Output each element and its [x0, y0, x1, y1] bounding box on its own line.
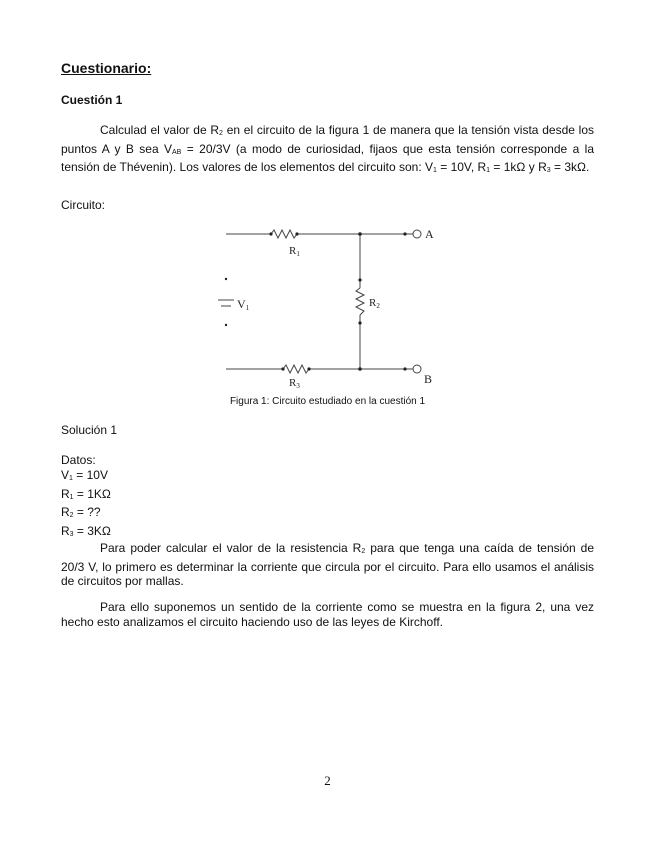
solution-paragraph-1: Para poder calcular el valor de la resistencia R2 para que tenga una caída de tensión de 20/3 V, lo primero es determinar la corriente que circula por el circuito. Para ello usamos el análisis de circuitos por mallas.	[61, 541, 594, 589]
node-a-label: A	[425, 227, 434, 241]
datos-item: V1 = 10V	[61, 468, 108, 482]
datos-list	[61, 468, 111, 542]
datos-item: R3 = 3KΩ	[61, 523, 111, 538]
question-heading: Cuestión 1	[61, 93, 123, 107]
question-paragraph	[61, 123, 594, 179]
solution-heading: Solución 1	[61, 423, 118, 437]
node-b-label: B	[424, 372, 433, 386]
q1-text-1: Calculad el valor de R	[100, 123, 220, 137]
solution-paragraph-2: Para ello suponemos un sentido de la corriente como se muestra en la figura 2, una vez hecho esto analizamos el circuito haciendo uso de las leyes de Kirchoff.	[61, 600, 594, 629]
circuit-label: Circuito:	[61, 198, 106, 212]
figure-caption: Figura 1: Circuito estudiado en la cuestión 1	[229, 396, 426, 407]
datos-heading: Datos:	[61, 453, 96, 467]
q1-text-5: = 1kΩ y R	[490, 160, 547, 175]
q1-text-4: = 10V, R	[436, 160, 487, 175]
q1-text-3: = 20/3V (a modo de curiosidad, fijaos que esta tensión corresponde a la tensión de Thévenin). Los valores de los elementos del circuito son: V	[61, 141, 594, 175]
datos-item: R2 = ??	[61, 505, 101, 520]
r1-label: R1	[289, 245, 300, 258]
terminal-b	[413, 365, 421, 373]
v1-label: V1	[237, 297, 250, 312]
terminal-a	[413, 230, 421, 238]
r2-label: R2	[369, 297, 380, 310]
q1-text-6: = 3kΩ.	[550, 160, 590, 175]
q1-sub-5: 3	[546, 167, 551, 175]
datos-item: R1 = 1KΩ	[61, 486, 111, 501]
page-number: 2	[324, 773, 331, 788]
circuit-wires	[218, 230, 413, 373]
q1-sub-3: 1	[433, 167, 437, 175]
q1-sub-4: 1	[486, 167, 491, 175]
q1-sub-1: 2	[219, 130, 223, 137]
q1-text-2: en el circuito de la figura 1 de manera que la tensión vista desde los puntos A y B sea V	[61, 123, 594, 156]
page-title: Cuestionario:	[61, 60, 152, 76]
q1-sub-2: AB	[172, 148, 182, 156]
circuit-diagram	[205, 220, 445, 392]
r3-label: R3	[289, 377, 300, 390]
